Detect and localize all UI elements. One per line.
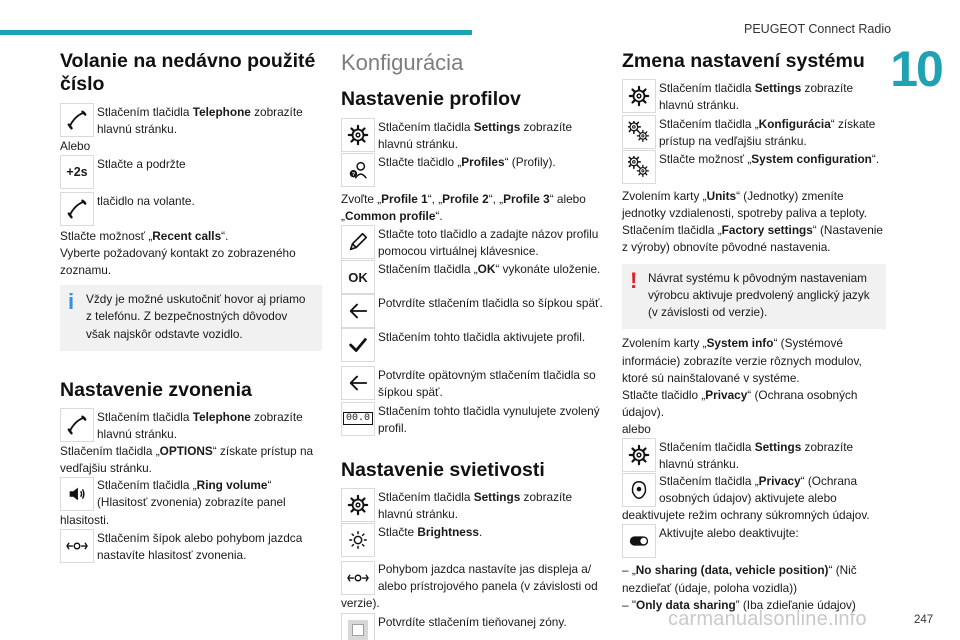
system-config-icon	[622, 150, 656, 184]
shaded-zone-icon	[341, 613, 375, 640]
section-title-profiles: Nastavenie profilov	[341, 88, 521, 111]
profile-icon	[341, 153, 375, 187]
info-note: i Vždy je možné uskutočniť hovor aj priamo z telefónu. Z bezpečnostných dôvodov však najskôr odstavte vozidlo.	[60, 285, 322, 350]
column-left	[60, 50, 322, 564]
back-arrow-icon	[341, 366, 375, 400]
paragraph-with-icon: Pohybom jazdca nastavíte jas displeja a/ alebo prístrojového panela (v závislosti od verzie).	[341, 562, 598, 611]
page-number: 247	[914, 614, 934, 626]
section-title-recent-call: Volanie na nedávno použité číslo	[60, 50, 316, 96]
instruction-row: +2s Stlačte a podržte	[60, 155, 322, 189]
pencil-icon	[341, 225, 375, 259]
gear-icon	[341, 488, 375, 522]
reset-icon: 00.0	[341, 402, 375, 436]
instruction-row: Stlačením tlačidla Settings zobrazíte hlavnú stránku.	[622, 79, 886, 114]
paragraph: Alebo	[60, 138, 91, 153]
instruction-row: Stlačením tlačidla Telephone zobrazíte hlavnú stránku.	[60, 103, 322, 138]
instruction-row: Stlačte toto tlačidlo a zadajte názov profilu pomocou virtuálnej klávesnice.	[341, 225, 607, 260]
section-title-brightness: Nastavenie svietivosti	[341, 458, 545, 481]
paragraph-with-icon: Stlačením tlačidla „Privacy“ (Ochrana osobných údajov) aktivujete alebo deaktivujete režim ochrany súkromných údajov.	[622, 474, 870, 523]
press-hold-icon: +2s	[60, 155, 94, 189]
warning-icon: !	[630, 268, 638, 294]
instruction-row: Stlačením tlačidla Settings zobrazíte hlavnú stránku.	[341, 118, 607, 153]
warning-note: ! Návrat systému k pôvodným nastaveniam výrobcu aktivuje predvolený anglický jazyk (v závislosti od verzie).	[622, 264, 886, 329]
gear-icon	[622, 438, 656, 472]
paragraph: Stlačte možnosť „Recent calls“.	[60, 229, 229, 244]
instruction-row: tlačidlo na volante.	[60, 192, 322, 226]
paragraph: Zvolením karty „Units“ (Jednotky) zmeníte jednotky vzdialenosti, spotreby paliva a teploty.	[622, 188, 868, 220]
instruction-row: ? Stlačte tlačidlo „Profiles“ (Profily).	[341, 153, 607, 187]
instruction-row: Stlačením tlačidla Settings zobrazíte hlavnú stránku.	[622, 438, 886, 473]
brightness-icon	[341, 523, 375, 557]
chapter-section-title: Konfigurácia	[341, 50, 464, 75]
ok-icon: OK	[341, 260, 375, 294]
instruction-row: Potvrdíte stlačením tlačidla so šípkou späť.	[341, 294, 607, 328]
paragraph: Stlačením tlačidla „Factory settings“ (Nastavenie z výroby) obnovíte pôvodné nastavenia.	[622, 222, 883, 255]
paragraph: Stlačením tlačidla „OPTIONS“ získate prístup na vedľajšiu stránku.	[60, 444, 314, 476]
watermark: carmanualsonline.info	[668, 608, 867, 630]
slider-icon	[60, 529, 94, 563]
phone-icon	[60, 408, 94, 442]
toggle-icon	[622, 524, 656, 558]
list-item: – „No sharing (data, vehicle position)“ (Nič nezdieľať (údaje, poloha vozidla))	[622, 563, 857, 595]
list-item: – "Only data sharing” (Iba zdieľanie údajov)	[622, 597, 856, 612]
instruction-row: Stlačením tlačidla Telephone zobrazíte hlavnú stránku.	[60, 408, 322, 443]
instruction-row: OK Stlačením tlačidla „OK“ vykonáte uloženie.	[341, 260, 607, 294]
paragraph: Zvoľte „Profile 1“, „Profile 2“, „Profile 3“ alebo „Common profile“.	[341, 191, 586, 224]
instruction-row: 00.0 Stlačením tohto tlačidla vynulujete zvolený profil.	[341, 402, 607, 437]
configuration-gears-icon	[622, 115, 656, 149]
back-arrow-icon	[341, 294, 375, 328]
instruction-row: Stlačte Brightness.	[341, 523, 607, 557]
checkmark-icon	[341, 328, 375, 362]
instruction-row: Stlačením tlačidla Settings zobrazíte hlavnú stránku.	[341, 488, 607, 523]
section-title-system-settings: Zmena nastavení systému	[622, 50, 865, 72]
header-title: PEUGEOT Connect Radio	[744, 22, 892, 36]
instruction-row: Potvrdíte stlačením tieňovanej zóny.	[341, 613, 607, 640]
steering-phone-icon	[60, 192, 94, 226]
volume-icon	[60, 477, 94, 511]
svg-text:?: ?	[351, 171, 356, 178]
instruction-row: Stlačte možnosť „System configuration“.	[622, 150, 886, 184]
column-right	[622, 50, 886, 614]
instruction-row: Stlačením tlačidla „Konfigurácia“ získate prístup na vedľajšiu stránku.	[622, 115, 886, 150]
section-title-ringtone: Nastavenie zvonenia	[60, 378, 252, 401]
paragraph: Stlačte tlačidlo „Privacy“ (Ochrana osobných údajov).	[622, 387, 858, 419]
chapter-number: 10	[890, 41, 942, 97]
slider-icon	[341, 561, 375, 595]
paragraph-with-icon: Stlačením tlačidla „Ring volume“ (Hlasitosť zvonenia) zobrazíte panel hlasitosti.	[60, 478, 286, 527]
column-middle	[341, 50, 607, 640]
paragraph: Zvolením karty „System info“ (Systémové informácie) zobrazíte verzie rôznych modulov, ktoré sú nainštalované v systéme.	[622, 336, 862, 385]
gear-icon	[622, 79, 656, 113]
paragraph: alebo	[622, 421, 651, 436]
phone-icon	[60, 103, 94, 137]
instruction-row: Potvrdíte opätovným stlačením tlačidla so šípkou späť.	[341, 366, 607, 401]
header-accent-bar	[0, 30, 472, 35]
instruction-row: Stlačením tohto tlačidla aktivujete profil.	[341, 328, 607, 362]
instruction-row: Stlačením šípok alebo pohybom jazdca nastavíte hlasitosť zvonenia.	[60, 529, 322, 564]
privacy-icon	[622, 473, 656, 507]
instruction-row: Aktivujte alebo deaktivujte:	[622, 524, 886, 558]
info-icon: i	[68, 289, 75, 315]
paragraph: Vyberte požadovaný kontakt zo zobrazeného zoznamu.	[60, 246, 296, 278]
gear-icon	[341, 118, 375, 152]
